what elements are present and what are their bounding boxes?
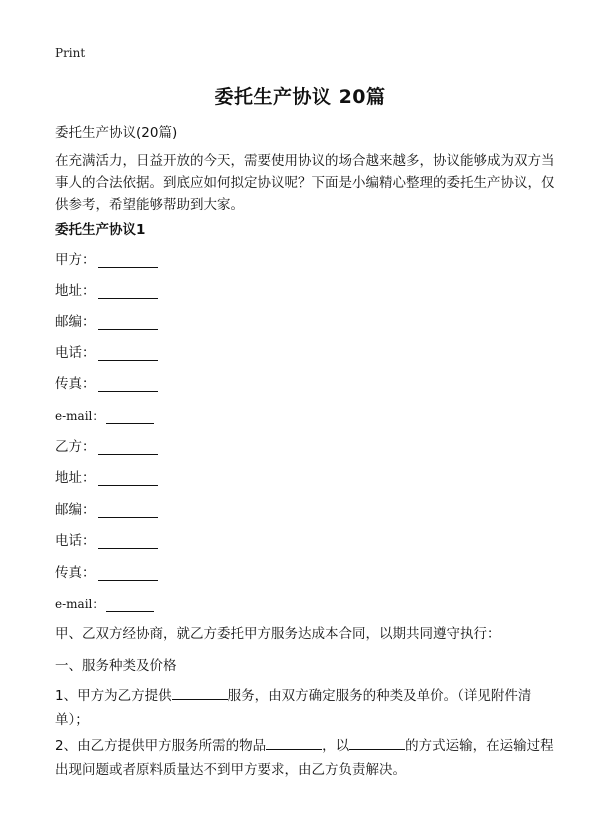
- field-label: e-mail：: [55, 409, 105, 423]
- party-b-address-field: [55, 466, 158, 486]
- fill-blank: [98, 315, 158, 330]
- field-label: 电话：: [55, 345, 96, 361]
- clause-1: [55, 684, 555, 732]
- fill-blank: [106, 409, 154, 424]
- field-label: 甲方：: [55, 252, 96, 268]
- party-a-phone-field: [55, 341, 158, 361]
- fill-blank: [98, 346, 158, 361]
- party-b-phone-field: [55, 529, 158, 549]
- print-label: Print: [55, 46, 86, 60]
- clause-2-part1: 2、由乙方提供甲方服务所需的物品: [55, 738, 267, 754]
- party-a-name-field: [55, 248, 158, 268]
- fill-blank: [266, 735, 322, 750]
- party-b-email-field: [55, 592, 154, 612]
- clause-2: [55, 734, 555, 782]
- field-label: 传真：: [55, 376, 96, 392]
- field-label: e-mail：: [55, 597, 105, 611]
- party-a-postcode-field: [55, 310, 158, 330]
- field-label: 邮编：: [55, 314, 96, 330]
- clause-2-part2: ，以: [322, 738, 350, 754]
- party-a-email-field: [55, 404, 154, 424]
- intro-paragraph: 在充满活力，日益开放的今天，需要使用协议的场合越来越多，协议能够成为双方当事人的合法依据。到底应如何拟定协议呢？下面是小编精心整理的委托生产协议，仅供参考，希望能够帮助到大家。: [55, 153, 555, 213]
- fill-blank: [349, 735, 405, 750]
- party-b-name-field: [55, 435, 158, 455]
- fill-blank: [106, 597, 154, 612]
- party-a-fax-field: [55, 372, 158, 392]
- fill-blank: [172, 685, 228, 700]
- party-a-address-field: [55, 279, 158, 299]
- field-label: 电话：: [55, 533, 96, 549]
- fill-blank: [98, 440, 158, 455]
- fill-blank: [98, 284, 158, 299]
- clause-1-part1: 1、甲方为乙方提供: [55, 688, 172, 704]
- party-b-postcode-field: [55, 498, 158, 518]
- document-title: 委托生产协议 20篇: [214, 86, 386, 108]
- fill-blank: [98, 534, 158, 549]
- field-label: 地址：: [55, 283, 96, 299]
- fill-blank: [98, 377, 158, 392]
- fill-blank: [98, 253, 158, 268]
- fill-blank: [98, 471, 158, 486]
- fill-blank: [98, 566, 158, 581]
- field-label: 邮编：: [55, 502, 96, 518]
- agreement-statement: 甲、乙双方经协商，就乙方委托甲方服务达成本合同，以期共同遵守执行：: [55, 626, 501, 642]
- clause-1-part2: 服务，由双方确定服务的种类及单价。（详见附件清单）；: [55, 688, 532, 728]
- field-label: 传真：: [55, 565, 96, 581]
- fill-blank: [98, 503, 158, 518]
- clause-2-part3: 的方式运输，在运输过程出现问题或者原料质量达不到甲方要求，由乙方负责解决。: [55, 738, 554, 778]
- field-label: 地址：: [55, 470, 96, 486]
- document-subtitle: 委托生产协议(20篇): [55, 125, 178, 141]
- party-b-fax-field: [55, 561, 158, 581]
- section-title: 委托生产协议1: [55, 222, 146, 238]
- clause-heading: 一、服务种类及价格: [55, 658, 177, 674]
- field-label: 乙方：: [55, 439, 96, 455]
